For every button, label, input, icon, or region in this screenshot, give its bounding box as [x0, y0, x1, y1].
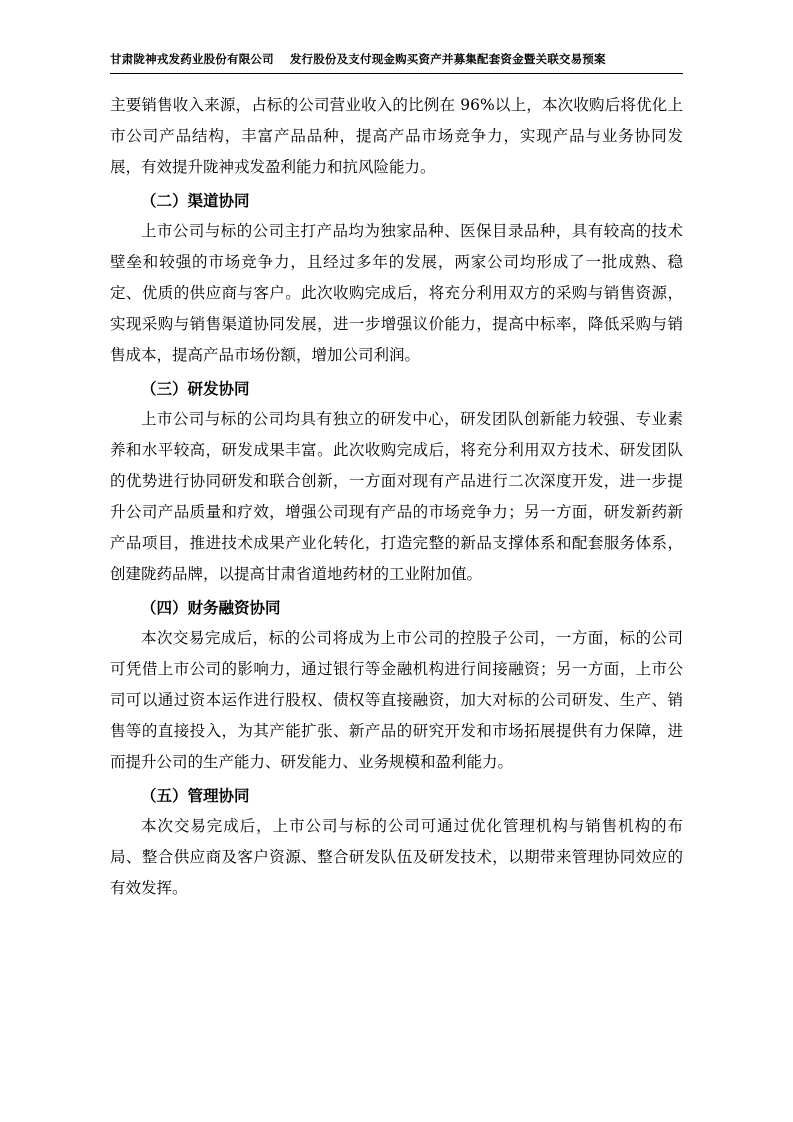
section-heading-finance-synergy: （四）财务融资协同 [141, 597, 281, 617]
paragraph: 上市公司与标的公司主打产品均为独家品种、医保目录品种，具有较高的技术壁垒和较强的市场竞争力，且经过多年的发展，两家公司均形成了一批成熟、稳定、优质的供应商与客户。此次收购完成后，将充分利用双方的采购与销售资源，实现采购与销售渠道协同发展，进一步增强议价能力，提高中标率，降低采购与销售成本，提高产品市场份额，增加公司利润。 [110, 221, 683, 364]
paragraph: 本次交易完成后，上市公司与标的公司可通过优化管理机构与销售机构的布局、整合供应商及客户资源、整合研发队伍及研发技术，以期带来管理协同效应的有效发挥。 [110, 816, 683, 897]
paragraph: 上市公司与标的公司均具有独立的研发中心，研发团队创新能力较强、专业素养和水平较高，研发成果丰富。此次收购完成后，将充分利用双方技术、研发团队的优势进行协同研发和联合创新，一方面对现有产品进行二次深度开发，进一步提升公司产品质量和疗效，增强公司现有产品的市场竞争力；另一方面，研发新药新产品项目，推进技术成果产业化转化，打造完整的新品支撑体系和配套服务体系，创建陇药品牌，以提高甘肃省道地药材的工业附加值。 [110, 409, 683, 583]
section-heading-management-synergy: （五）管理协同 [141, 785, 250, 805]
header-company: 甘肃陇神戎发药业股份有限公司 [110, 52, 274, 66]
document-body [110, 90, 683, 904]
section-heading-channel-synergy: （二）渠道协同 [141, 190, 250, 210]
paragraph: 主要销售收入来源，占标的公司营业收入的比例在 96%以上，本次收购后将优化上市公司产品结构，丰富产品品种，提高产品市场竞争力，实现产品与业务协同发展，有效提升陇神戎发盈利能力和抗风险能力。 [110, 95, 683, 176]
section-heading-rd-synergy: （三）研发协同 [141, 378, 250, 398]
page-header [110, 52, 683, 73]
header-doc-title: 发行股份及支付现金购买资产并募集配套资金暨关联交易预案 [289, 52, 606, 66]
header-divider [110, 73, 683, 74]
paragraph: 本次交易完成后，标的公司将成为上市公司的控股子公司，一方面，标的公司可凭借上市公司的影响力，通过银行等金融机构进行间接融资；另一方面，上市公司可以通过资本运作进行股权、债权等直接融资，加大对标的公司研发、生产、销售等的直接投入，为其产能扩张、新产品的研究开发和市场拓展提供有力保障，进而提升公司的生产能力、研发能力、业务规模和盈利能力。 [110, 628, 683, 771]
